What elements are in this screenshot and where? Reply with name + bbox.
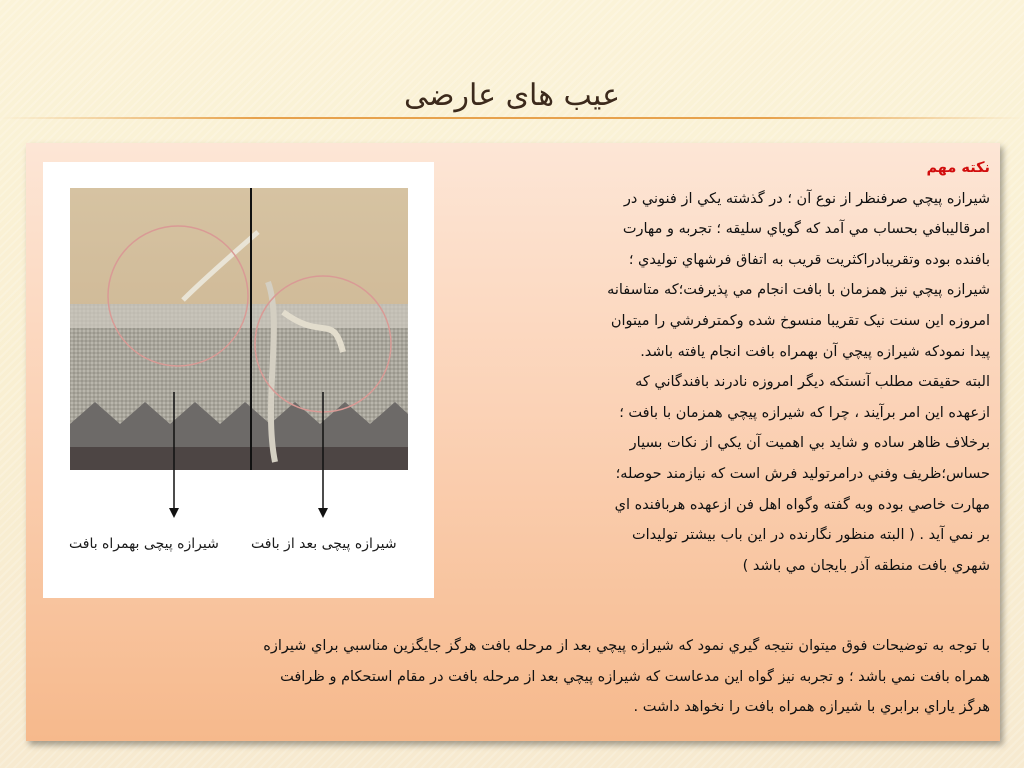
conclusion-text	[34, 631, 990, 723]
conclusion-line: هرگز ياراي برابري با شيرازه همراه بافت را نخواهد داشت .	[633, 699, 990, 715]
conclusion-line: همراه بافت نمي باشد ؛ و تجربه نيز گواه اين مدعاست كه شيرازه پيچي بعد از مرحله بافت در مقام استحكام و ظرافت	[280, 668, 990, 685]
note-line: شيرازه پيچي صرفنظر از نوع آن ؛ در گذشته يكي از فنوني در	[623, 190, 990, 207]
slide-title: عیب های عارضی	[404, 78, 620, 113]
arrow-left-head	[169, 508, 179, 518]
note-line: امروزه اين سنت نيک تقريبا منسوخ شده وكمترفرشي را ميتوان	[610, 312, 990, 329]
note-line: شيرازه پيچي نيز همزمان با بافت انجام مي پذيرفت؛كه متاسفانه	[607, 282, 990, 299]
conclusion-line: با توجه به توضيحات فوق ميتوان نتيجه گيري نمود كه شيرازه پيچي بعد از مرحله بافت هرگز جايگزين مناسبي براي شيرازه	[263, 638, 990, 654]
note-line: بافنده بوده وتقريبادراكثريت قريب به اتفاق فرشهاي توليدي ؛	[628, 251, 990, 268]
note-line: ازعهده اين امر برآيند ، چرا كه شيرازه پيچي همزمان با بافت ؛	[619, 404, 990, 421]
note-line: مهارت خاصي بوده وبه گفته وگواه اهل فن ازعهده هربافنده اي	[614, 496, 990, 513]
weaving-figure	[43, 162, 434, 598]
note-line: پيدا نمودكه شيرازه پيچي آن بهمراه بافت انجام يافته باشد.	[640, 343, 990, 360]
note-line: البته حقيقت مطلب آنستكه ديگر امروزه نادرند بافندگاني كه	[635, 374, 990, 391]
note-line: حساس؛ظريف وفني درامرتوليد فرش است كه نيازمند حوصله؛	[615, 465, 990, 482]
note-line: برخلاف ظاهر ساده و شايد بي اهميت آن يكي از نكات بسيار	[629, 435, 990, 452]
note-line: شهري بافت منطقه آذر بايجان مي باشد )	[742, 557, 990, 574]
note-heading: نکته مهم	[926, 160, 990, 176]
caption-with-weaving: شیرازه پیچی بهمراه بافت	[69, 536, 219, 552]
arrow-right-head	[318, 508, 328, 518]
weaving-photo	[43, 162, 434, 598]
carpet-border	[70, 447, 408, 470]
carpet-edge	[70, 304, 408, 328]
note-line: بر نمي آيد . ( البته منظور نگارنده در اين باب بيشتر توليدات	[632, 527, 990, 544]
caption-after-weaving: شیرازه پیچی بعد از بافت	[251, 536, 397, 552]
note-line: امرقاليبافي بحساب مي آمد كه گوياي سليقه ؛ تجربه و مهارت	[622, 221, 990, 238]
note-text	[452, 153, 990, 581]
title-underline	[0, 117, 1024, 119]
